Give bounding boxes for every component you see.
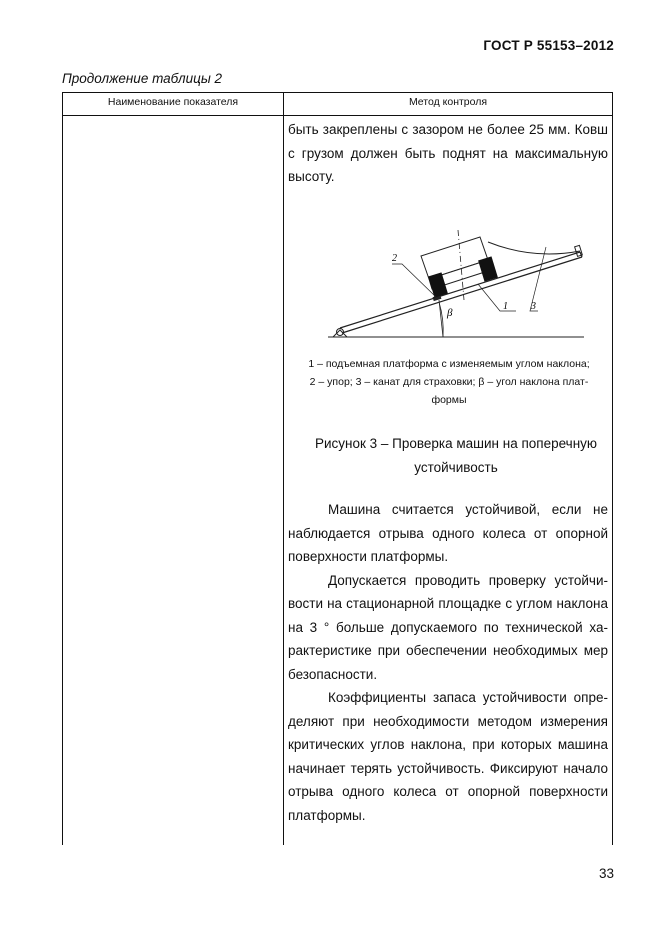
stability-test-figure [318, 222, 608, 347]
method-intro-text [288, 118, 608, 189]
table-top-border [62, 92, 613, 93]
figure-title: Рисунок 3 – Проверка машин на поперечную устойчивость [314, 436, 598, 475]
table-header-divider [62, 115, 613, 116]
figure-label-beta: β [447, 307, 453, 319]
table-left-border [62, 92, 63, 845]
column-header-method: Метод контроля [408, 96, 488, 108]
document-standard-number: ГОСТ Р 55153–2012 [483, 38, 614, 53]
figure-label-3: 3 [531, 301, 536, 312]
legend-line-2: 2 – упор; 3 – канат для страховки; β – угол наклона плат- [309, 376, 589, 388]
intro-paragraph: быть закреплены с зазором не более 25 мм. Ковш с грузом должен быть поднят на максимальную высоту. [288, 122, 608, 184]
method-body-text [288, 498, 608, 827]
wheel-right [478, 256, 498, 281]
figure-label-2: 2 [392, 253, 397, 264]
table-caption: Продолжение таблицы 2 [62, 71, 223, 86]
paragraph-alternative-test: Допускается проводить проверку устойчи-вости на стационарной площадке с углом наклона на 3 ° больше допускаемого по технической ха-рактеристике при обеспечении необходимых мер безопасности. [288, 572, 608, 682]
table-column-divider [283, 92, 284, 845]
column-header-indicator: Наименование показателя [107, 96, 239, 108]
paragraph-safety-factors: Коэффициенты запаса устойчивости опре-деляют при необходимости методом измерения критических углов наклона, при которых машина начинает терять устойчивость. Фиксируют начало отрыва одного колеса от опорной поверхности платформы. [288, 690, 608, 823]
table-right-border [612, 92, 613, 845]
legend-line-3: формы [431, 394, 467, 406]
safety-rope [488, 242, 580, 254]
legend-line-1: 1 – подъемная платформа с изменяемым углом наклона; [308, 358, 590, 370]
figure-label-1: 1 [503, 301, 508, 312]
figure-legend [290, 355, 608, 409]
page-number: 33 [598, 866, 614, 881]
paragraph-stability-criterion: Машина считается устойчивой, если не наблюдается отрыва одного колеса от опорной поверхности платформы. [288, 502, 608, 564]
